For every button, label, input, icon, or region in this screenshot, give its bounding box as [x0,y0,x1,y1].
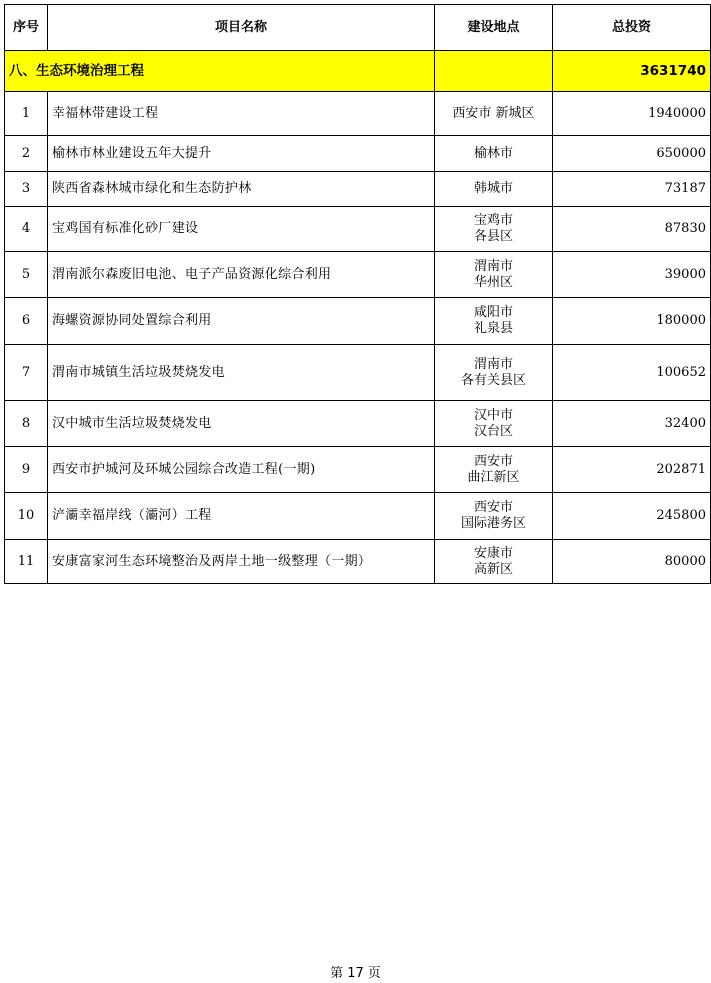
header-name: 项目名称 [48,5,435,51]
header-investment: 总投资 [553,5,711,51]
location-line-1: 渭南市 [473,356,513,372]
investment-table [4,4,711,584]
investment-amount: 87830 [553,207,711,252]
location-line-2: 曲江新区 [467,469,520,485]
location-line-1: 韩城市 [473,181,513,196]
project-name: 海螺资源协同处置综合利用 [48,298,435,345]
location-line-2: 高新区 [473,561,513,577]
table-row [5,298,711,345]
location-line-2: 礼泉县 [473,321,513,336]
location-line-2: 各有关县区 [460,372,526,388]
project-location [435,401,553,447]
location-line-2: 各县区 [473,229,513,244]
table-row [5,345,711,401]
project-location [435,252,553,298]
investment-amount: 245800 [553,493,711,540]
project-name: 汉中城市生活垃圾焚烧发电 [48,401,435,447]
location-line-1: 咸阳市 [473,305,513,320]
project-name: 西安市护城河及环城公园综合改造工程(一期) [48,447,435,493]
project-name: 渭南市城镇生活垃圾焚烧发电 [48,345,435,401]
row-number: 8 [5,401,48,447]
location-line-1: 渭南市 [473,258,513,274]
table-row [5,207,711,252]
table-row [5,447,711,493]
project-name: 幸福林带建设工程 [48,92,435,136]
section-title: 八、生态环境治理工程 [5,51,435,92]
investment-amount: 100652 [553,345,711,401]
location-line-1: 安康市 [473,545,513,561]
row-number: 3 [5,172,48,207]
table-row [5,401,711,447]
project-name: 榆林市林业建设五年大提升 [48,136,435,172]
project-location [435,345,553,401]
table-row [5,92,711,136]
investment-amount: 32400 [553,401,711,447]
investment-amount: 73187 [553,172,711,207]
location-line-1: 宝鸡市 [473,213,513,228]
project-location [435,92,553,136]
table-row [5,493,711,540]
location-line-2: 汉台区 [473,423,513,439]
row-number: 5 [5,252,48,298]
investment-amount: 202871 [553,447,711,493]
table-row [5,136,711,172]
project-name: 浐灞幸福岸线（灞河）工程 [48,493,435,540]
project-name: 安康富家河生态环境整治及两岸土地一级整理（一期） [48,540,435,584]
investment-amount: 650000 [553,136,711,172]
row-number: 11 [5,540,48,584]
section-location [435,51,553,92]
header-location: 建设地点 [435,5,553,51]
location-line-1: 西安市 新城区 [452,105,535,121]
header-row [5,5,711,51]
row-number: 2 [5,136,48,172]
row-number: 7 [5,345,48,401]
location-line-2: 国际港务区 [460,516,526,531]
project-name: 陕西省森林城市绿化和生态防护林 [48,172,435,207]
table-row [5,172,711,207]
location-line-1: 西安市 [473,500,513,515]
row-number: 10 [5,493,48,540]
row-number: 6 [5,298,48,345]
section-row [5,51,711,92]
project-location [435,493,553,540]
project-location [435,172,553,207]
project-location [435,447,553,493]
row-number: 9 [5,447,48,493]
location-line-1: 榆林市 [473,145,513,161]
investment-amount: 180000 [553,298,711,345]
row-number: 1 [5,92,48,136]
project-location [435,136,553,172]
investment-amount: 80000 [553,540,711,584]
project-location [435,207,553,252]
header-no: 序号 [5,5,48,51]
location-line-2: 华州区 [473,274,513,290]
table-row [5,252,711,298]
section-total: 3631740 [553,51,711,92]
row-number: 4 [5,207,48,252]
investment-amount: 1940000 [553,92,711,136]
project-name: 渭南派尔森废旧电池、电子产品资源化综合利用 [48,252,435,298]
project-location [435,540,553,584]
table-row [5,540,711,584]
location-line-1: 西安市 [473,453,513,469]
project-location [435,298,553,345]
page-number: 第 17 页 [330,966,381,981]
project-name: 宝鸡国有标准化砂厂建设 [48,207,435,252]
location-line-1: 汉中市 [473,407,513,423]
investment-amount: 39000 [553,252,711,298]
